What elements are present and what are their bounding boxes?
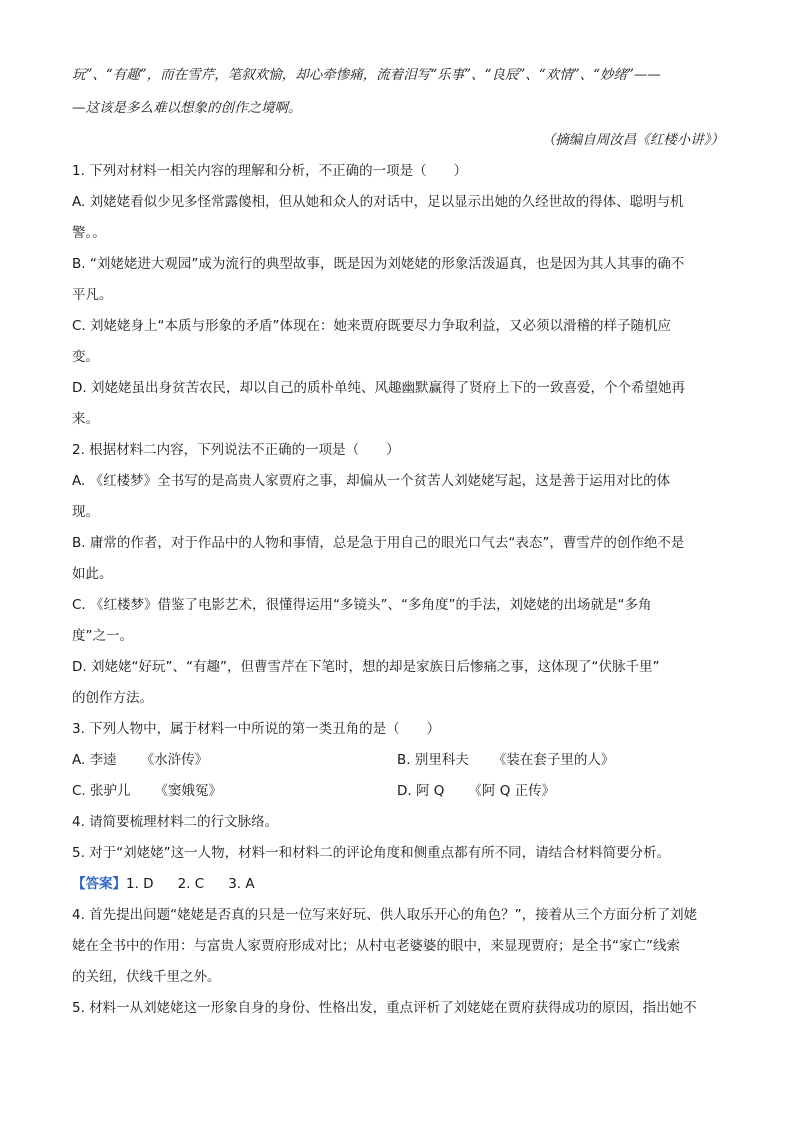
q2-option-c-cont: 度”之一。 [72, 628, 133, 644]
q2-option-a-cont: 现。 [72, 504, 99, 520]
q3-option-a [72, 750, 208, 770]
option-letter: D. [397, 783, 412, 799]
option-letter: A. [72, 752, 86, 768]
answer-choice-1: 1. D [126, 876, 154, 892]
option-book: 《水浒传》 [140, 752, 209, 768]
q2-option-d-cont: 的创作方法。 [72, 690, 153, 706]
q1-option-a: A. 刘姥姥看似少见多怪常露傻相，但从她和众人的对话中，足以显示出她的久经世故的得体、聪明与机 [72, 194, 684, 210]
q1-option-c: C. 刘姥姥身上“本质与形象的矛盾”体现在：她来贾府既要尽力争取利益，又必须以滑稽的样子随机应 [72, 318, 671, 334]
question-4-stem: 4. 请简要梳理材料二的行文脉络。 [72, 814, 279, 830]
q1-option-d-cont: 来。 [72, 411, 99, 427]
option-name: 阿 Q [415, 783, 445, 799]
q1-option-b: B. “刘姥姥进大观园”成为流行的典型故事，既是因为刘姥姥的形象活泼逼真，也是因为其人其事的确不 [72, 256, 685, 272]
option-name: 张驴儿 [90, 783, 131, 799]
q3-option-d [397, 781, 555, 801]
option-letter: B. [397, 752, 411, 768]
answer-4-line: 姥在全书中的作用：与富贵人家贾府形成对比；从村屯老婆婆的眼中，来显现贾府；是全书“家亡”线索 [72, 938, 680, 954]
question-1-stem: 1. 下列对材料一相关内容的理解和分析，不正确的一项是（ ） [72, 163, 468, 179]
source-citation: （摘编自周汝昌《红楼小讲》） [541, 132, 724, 148]
option-name: 李逵 [89, 752, 117, 768]
q1-option-a-cont: 警。。 [72, 225, 106, 241]
answer-choice-2: 2. C [177, 876, 205, 892]
answer-choice-3: 3. A [228, 876, 255, 892]
option-book: 《窦娥冤》 [154, 783, 223, 799]
q1-option-b-cont: 平凡。 [72, 287, 113, 303]
question-5-stem: 5. 对于“刘姥姥”这一人物，材料一和材料二的评论角度和侧重点都有所不同，请结合材料简要分析。 [72, 845, 671, 861]
q2-option-a: A. 《红楼梦》全书写的是高贵人家贾府之事，却偏从一个贫苦人刘姥姥写起，这是善于运用对比的体 [72, 473, 671, 489]
answer-4-line: 4. 首先提出问题“姥姥是否真的只是一位写来好玩、供人取乐开心的角色？”，接着从三个方面分析了刘姥 [72, 907, 698, 923]
passage-line: 玩”、“有趣”，而在雪芹，笔叙欢愉，却心牵惨痛，流着泪写“乐事”、“良辰”、“欢情”、“妙绪”—— [72, 67, 661, 83]
q2-option-b-cont: 如此。 [72, 566, 113, 582]
option-letter: C. [72, 783, 86, 799]
q3-option-c [72, 781, 222, 801]
answer-choices [72, 874, 255, 894]
answer-4-line: 的关纽，伏线千里之外。 [72, 969, 221, 985]
option-name: 别里科夫 [414, 752, 469, 768]
q3-option-b [397, 750, 614, 770]
q1-option-c-cont: 变。 [72, 349, 99, 365]
q2-option-d: D. 刘姥姥“好玩”、“有趣”，但曹雪芹在下笔时，想的却是家族日后惨痛之事，这体现了“伏脉千里” [72, 659, 660, 675]
option-book: 《阿 Q 正传》 [468, 783, 556, 799]
option-book: 《装在套子里的人》 [492, 752, 615, 768]
question-3-stem: 3. 下列人物中，属于材料一中所说的第一类丑角的是（ ） [72, 721, 441, 737]
answer-5-line: 5. 材料一从刘姥姥这一形象自身的身份、性格出发，重点评析了刘姥姥在贾府获得成功的原因，指出她不 [72, 1000, 697, 1016]
answer-label: 【答案】 [72, 876, 126, 892]
q2-option-b: B. 庸常的作者，对于作品中的人物和事情，总是急于用自己的眼光口气去“表态”，曹雪芹的创作绝不是 [72, 535, 685, 551]
q1-option-d: D. 刘姥姥虽出身贫苦农民，却以自己的质朴单纯、风趣幽默赢得了贤府上下的一致喜爱，个个希望她再 [72, 380, 685, 396]
q2-option-c: C. 《红楼梦》借鉴了电影艺术，很懂得运用“多镜头”、“多角度”的手法，刘姥姥的出场就是“多角 [72, 597, 652, 613]
question-2-stem: 2. 根据材料二内容，下列说法不正确的一项是（ ） [72, 442, 400, 458]
passage-line: —这该是多么难以想象的创作之境啊。 [72, 100, 302, 116]
